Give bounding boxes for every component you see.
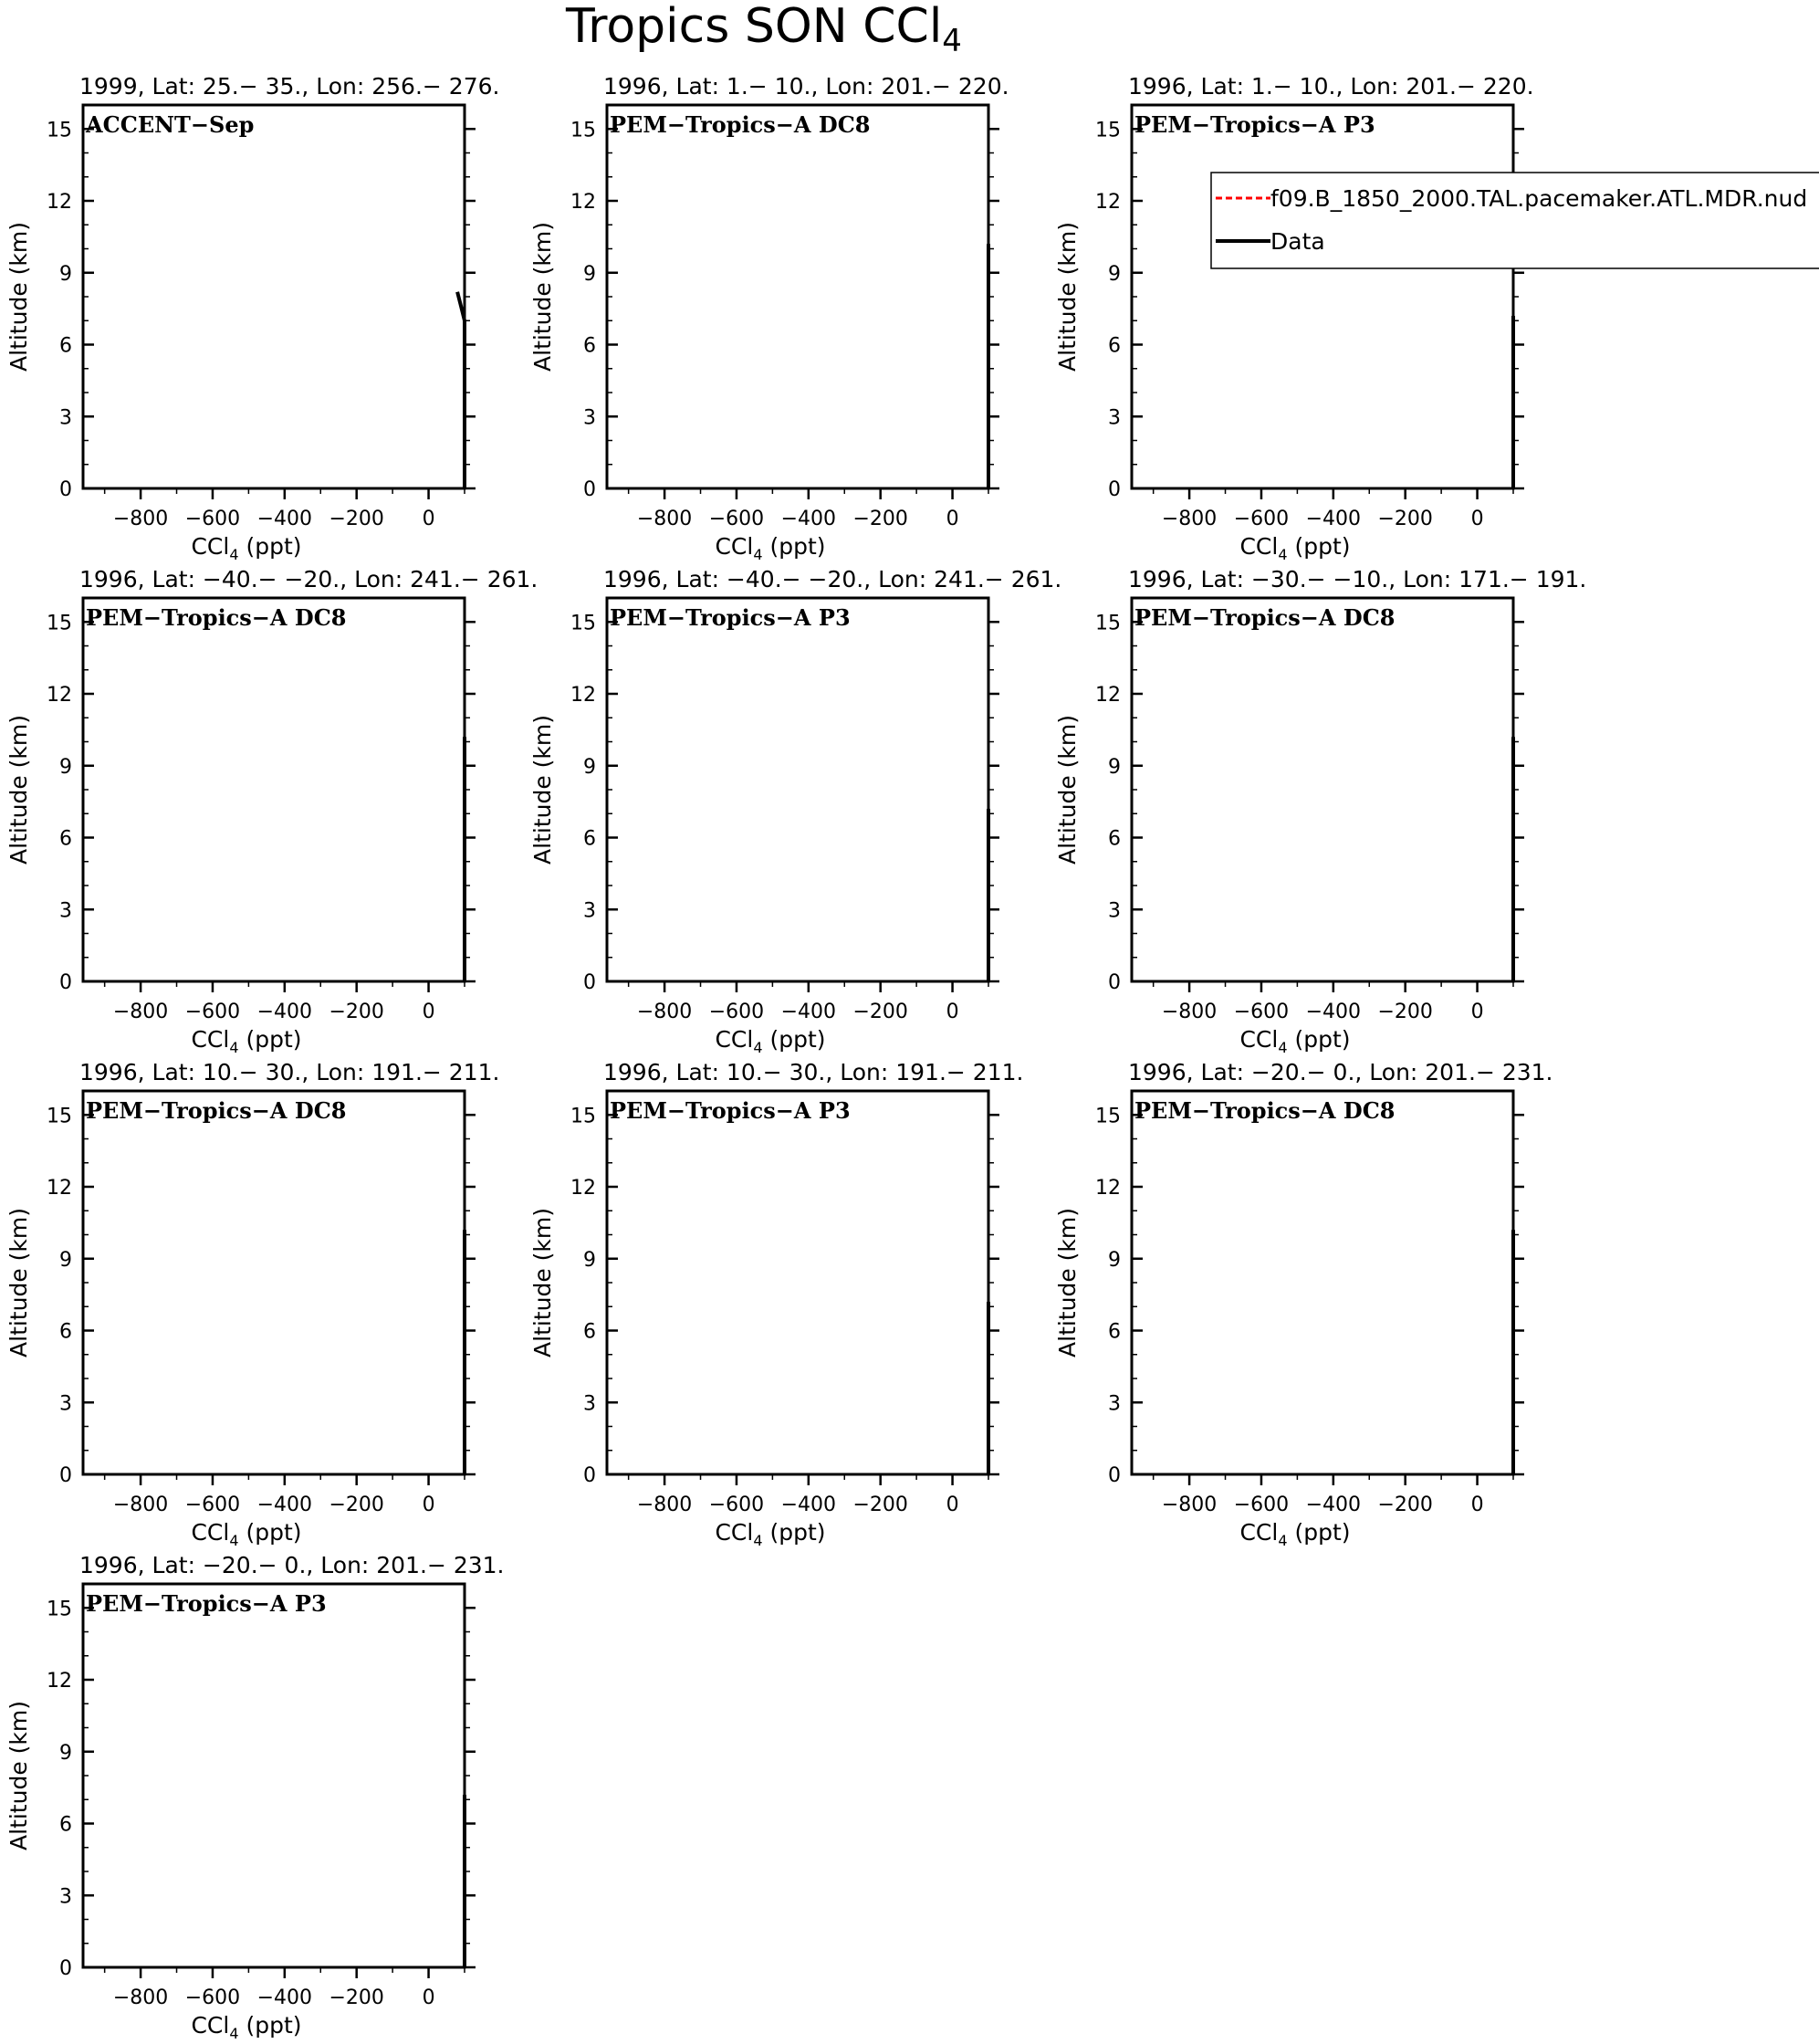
y-tick-label: 6: [583, 1320, 596, 1344]
y-tick-label: 15: [47, 119, 72, 142]
x-axis-label-main: CCl: [715, 1519, 754, 1546]
x-axis-label-main: CCl: [191, 533, 230, 560]
y-axis-label: Altitude (km): [5, 222, 32, 372]
panel-title: 1996, Lat: 1.− 10., Lon: 201.− 220.: [603, 73, 1009, 100]
plot-frame: [607, 598, 988, 981]
panel-title: 1996, Lat: 1.− 10., Lon: 201.− 220.: [1128, 73, 1534, 100]
x-tick-label: 0: [422, 508, 435, 530]
x-axis-label-sub: 4: [753, 546, 763, 563]
x-axis-label-unit: (ppt): [238, 1026, 302, 1053]
x-tick-label: −600: [1233, 508, 1290, 530]
y-tick-label: 9: [59, 1248, 72, 1272]
legend-data-label: Data: [1270, 228, 1325, 255]
plot-frame: [83, 598, 465, 981]
x-tick-label: −200: [329, 508, 384, 530]
y-tick-label: 12: [1095, 1177, 1121, 1200]
panel-title: 1996, Lat: −20.− 0., Lon: 201.− 231.: [1128, 1059, 1553, 1085]
y-tick-label: 6: [59, 1813, 72, 1837]
y-tick-label: 12: [47, 191, 72, 214]
y-tick-label: 9: [583, 755, 596, 779]
y-axis-label: Altitude (km): [1054, 715, 1081, 865]
y-axis-label: Altitude (km): [529, 715, 556, 865]
plot-frame: [1132, 1091, 1513, 1474]
y-tick-label: 9: [1108, 755, 1121, 779]
panel-title: 1996, Lat: 10.− 30., Lon: 191.− 211.: [79, 1059, 500, 1085]
y-tick-label: 3: [59, 1392, 72, 1416]
x-tick-label: −200: [329, 1494, 384, 1516]
plot-frame: [607, 1091, 988, 1474]
y-tick-label: 9: [583, 262, 596, 286]
y-tick-label: 0: [59, 478, 72, 501]
campaign-label: PEM−Tropics−A DC8: [610, 111, 871, 138]
x-tick-label: −600: [184, 1001, 241, 1023]
x-tick-label: −400: [780, 508, 837, 530]
panel-10: [5, 1552, 505, 2042]
x-tick-label: −400: [780, 1001, 837, 1023]
panel-8: [529, 1059, 1023, 1549]
x-tick-label: 0: [946, 1001, 959, 1023]
x-tick-label: 0: [946, 508, 959, 530]
y-axis-label: Altitude (km): [5, 715, 32, 865]
panel-5: [529, 566, 1061, 1056]
y-tick-label: 9: [1108, 262, 1121, 286]
y-tick-label: 0: [1108, 971, 1121, 994]
y-tick-label: 6: [583, 334, 596, 358]
x-axis-label-main: CCl: [1239, 533, 1279, 560]
x-tick-label: −400: [1305, 1001, 1362, 1023]
x-tick-label: −600: [708, 508, 765, 530]
x-tick-label: −200: [329, 1001, 384, 1023]
figure-title: [565, 0, 962, 59]
y-tick-label: 15: [1095, 1105, 1121, 1128]
x-axis-label-sub: 4: [229, 2025, 239, 2042]
x-tick-label: −400: [1305, 1494, 1362, 1516]
x-tick-label: −800: [1161, 1001, 1218, 1023]
x-tick-label: −200: [1377, 1494, 1433, 1516]
y-tick-label: 0: [59, 971, 72, 994]
campaign-label: PEM−Tropics−A P3: [86, 1590, 327, 1617]
x-tick-label: −200: [852, 1001, 908, 1023]
x-axis-label-sub: 4: [1278, 1532, 1288, 1549]
y-tick-label: 3: [1108, 1392, 1121, 1416]
x-axis-label: [1239, 533, 1350, 563]
y-tick-label: 6: [583, 827, 596, 851]
x-tick-label: −600: [708, 1001, 765, 1023]
y-tick-label: 3: [1108, 406, 1121, 430]
x-tick-label: −400: [256, 508, 313, 530]
campaign-label: PEM−Tropics−A DC8: [1134, 604, 1396, 631]
y-tick-label: 15: [47, 1105, 72, 1128]
x-axis-label-unit: (ppt): [1287, 533, 1351, 560]
x-axis-label: [191, 1026, 301, 1056]
y-tick-label: 3: [59, 899, 72, 923]
figure-title-sub: 4: [942, 23, 962, 59]
x-axis-label: [715, 1026, 825, 1056]
y-tick-label: 15: [570, 119, 596, 142]
y-tick-label: 15: [1095, 612, 1121, 635]
y-tick-label: 9: [59, 755, 72, 779]
plot-frame: [83, 1584, 465, 1967]
y-tick-label: 0: [583, 478, 596, 501]
y-tick-label: 6: [1108, 1320, 1121, 1344]
x-axis-label-sub: 4: [753, 1039, 763, 1056]
y-axis-label: Altitude (km): [1054, 222, 1081, 372]
x-tick-label: 0: [422, 1494, 435, 1516]
x-tick-label: −400: [1305, 508, 1362, 530]
x-tick-label: −800: [112, 1986, 169, 2009]
y-tick-label: 6: [1108, 827, 1121, 851]
panel-title: 1996, Lat: 10.− 30., Lon: 191.− 211.: [603, 1059, 1024, 1085]
legend: [1211, 173, 1819, 268]
y-tick-label: 3: [59, 1885, 72, 1909]
y-tick-label: 9: [59, 262, 72, 286]
plot-frame: [1132, 598, 1513, 981]
x-tick-label: −800: [636, 508, 693, 530]
panel-3: [1054, 73, 1534, 563]
y-axis-label: Altitude (km): [529, 222, 556, 372]
x-tick-label: 0: [946, 1494, 959, 1516]
x-tick-label: −800: [1161, 1494, 1218, 1516]
panel-2: [529, 73, 1009, 563]
y-axis-label: Altitude (km): [529, 1208, 556, 1357]
x-axis-label-unit: (ppt): [762, 1026, 826, 1053]
campaign-label: ACCENT−Sep: [86, 111, 255, 138]
x-tick-label: −600: [708, 1494, 765, 1516]
x-tick-label: −400: [256, 1001, 313, 1023]
x-tick-label: −800: [112, 508, 169, 530]
x-tick-label: 0: [1470, 1001, 1484, 1023]
y-tick-label: 6: [59, 827, 72, 851]
campaign-label: PEM−Tropics−A P3: [610, 604, 851, 631]
panel-title: 1996, Lat: −40.− −20., Lon: 241.− 261.: [603, 566, 1062, 592]
y-tick-label: 12: [570, 1177, 596, 1200]
x-axis-label: [715, 1519, 825, 1549]
x-tick-label: 0: [1470, 1494, 1484, 1516]
x-tick-label: −800: [1161, 508, 1218, 530]
x-tick-label: −400: [780, 1494, 837, 1516]
y-tick-label: 12: [570, 191, 596, 214]
y-tick-label: 15: [1095, 119, 1121, 142]
x-axis-label-unit: (ppt): [238, 1519, 302, 1546]
x-axis-label: [1239, 1026, 1350, 1056]
x-axis-label: [191, 1519, 301, 1549]
x-tick-label: −200: [1377, 508, 1433, 530]
x-axis-label-main: CCl: [191, 1519, 230, 1546]
x-axis-label: [715, 533, 825, 563]
y-tick-label: 3: [583, 899, 596, 923]
campaign-label: PEM−Tropics−A DC8: [1134, 1097, 1396, 1124]
y-tick-label: 9: [583, 1248, 596, 1272]
campaign-label: PEM−Tropics−A P3: [610, 1097, 851, 1124]
y-tick-label: 6: [59, 1320, 72, 1344]
x-tick-label: −800: [636, 1494, 693, 1516]
campaign-label: PEM−Tropics−A DC8: [86, 604, 347, 631]
x-axis-label-main: CCl: [191, 1026, 230, 1053]
y-tick-label: 12: [1095, 191, 1121, 214]
x-axis-label-sub: 4: [1278, 546, 1288, 563]
y-tick-label: 15: [47, 612, 72, 635]
panel-7: [5, 1059, 499, 1549]
x-tick-label: −400: [256, 1494, 313, 1516]
panels: [5, 73, 1586, 2042]
x-axis-label-sub: 4: [229, 546, 239, 563]
x-tick-label: −200: [852, 508, 908, 530]
plot-frame: [607, 105, 988, 488]
panel-1: [5, 73, 499, 563]
x-tick-label: −400: [256, 1986, 313, 2009]
y-tick-label: 12: [1095, 684, 1121, 707]
legend-model-label: f09.B_1850_2000.TAL.pacemaker.ATL.MDR.nud: [1270, 185, 1808, 212]
panel-title: 1996, Lat: −30.− −10., Lon: 171.− 191.: [1128, 566, 1587, 592]
x-tick-label: −600: [184, 1986, 241, 2009]
y-tick-label: 0: [583, 971, 596, 994]
x-tick-label: −600: [1233, 1494, 1290, 1516]
x-axis-label-main: CCl: [1239, 1026, 1279, 1053]
x-axis-label-sub: 4: [229, 1039, 239, 1056]
y-tick-label: 3: [583, 1392, 596, 1416]
panel-title: 1996, Lat: −40.− −20., Lon: 241.− 261.: [79, 566, 538, 592]
x-axis-label: [191, 2012, 301, 2042]
x-tick-label: 0: [1470, 508, 1484, 530]
y-tick-label: 6: [1108, 334, 1121, 358]
x-axis-label-main: CCl: [715, 1026, 754, 1053]
x-axis-label-unit: (ppt): [1287, 1519, 1351, 1546]
x-axis-label-unit: (ppt): [762, 533, 826, 560]
y-tick-label: 12: [47, 1177, 72, 1200]
y-tick-label: 15: [570, 612, 596, 635]
y-tick-label: 12: [47, 684, 72, 707]
panel-9: [1054, 1059, 1553, 1549]
y-axis-label: Altitude (km): [1054, 1208, 1081, 1357]
panel-4: [5, 566, 538, 1056]
x-tick-label: −600: [184, 508, 241, 530]
data-profile-line: [457, 292, 465, 488]
figure-title-main: Tropics SON CCl: [566, 0, 943, 54]
x-axis-label-unit: (ppt): [238, 2012, 302, 2039]
panel-title: 1996, Lat: −20.− 0., Lon: 201.− 231.: [79, 1552, 505, 1578]
y-tick-label: 3: [59, 406, 72, 430]
y-axis-label: Altitude (km): [5, 1208, 32, 1357]
x-tick-label: −600: [184, 1494, 241, 1516]
y-axis-label: Altitude (km): [5, 1701, 32, 1850]
x-tick-label: −800: [636, 1001, 693, 1023]
y-tick-label: 9: [1108, 1248, 1121, 1272]
x-tick-label: −200: [1377, 1001, 1433, 1023]
x-axis-label-main: CCl: [191, 2012, 230, 2039]
y-tick-label: 3: [583, 406, 596, 430]
x-tick-label: −200: [852, 1494, 908, 1516]
plot-frame: [83, 105, 465, 488]
x-tick-label: −800: [112, 1494, 169, 1516]
y-tick-label: 0: [1108, 1464, 1121, 1487]
y-tick-label: 3: [1108, 899, 1121, 923]
plot-frame: [83, 1091, 465, 1474]
x-tick-label: 0: [422, 1001, 435, 1023]
x-axis-label-unit: (ppt): [762, 1519, 826, 1546]
x-axis-label-unit: (ppt): [1287, 1026, 1351, 1053]
x-tick-label: 0: [422, 1986, 435, 2009]
y-tick-label: 0: [1108, 478, 1121, 501]
panel-title: 1999, Lat: 25.− 35., Lon: 256.− 276.: [79, 73, 500, 100]
x-axis-label-unit: (ppt): [238, 533, 302, 560]
campaign-label: PEM−Tropics−A P3: [1134, 111, 1375, 138]
x-axis-label-sub: 4: [1278, 1039, 1288, 1056]
campaign-label: PEM−Tropics−A DC8: [86, 1097, 347, 1124]
x-tick-label: −600: [1233, 1001, 1290, 1023]
y-tick-label: 6: [59, 334, 72, 358]
x-axis-label: [191, 533, 301, 563]
plot-frame: [1132, 105, 1513, 488]
y-tick-label: 9: [59, 1741, 72, 1765]
panel-6: [1054, 566, 1586, 1056]
y-tick-label: 12: [47, 1670, 72, 1693]
x-axis-label-main: CCl: [1239, 1519, 1279, 1546]
x-tick-label: −800: [112, 1001, 169, 1023]
y-tick-label: 15: [570, 1105, 596, 1128]
x-axis-label: [1239, 1519, 1350, 1549]
x-axis-label-main: CCl: [715, 533, 754, 560]
x-axis-label-sub: 4: [229, 1532, 239, 1549]
y-tick-label: 12: [570, 684, 596, 707]
x-axis-label-sub: 4: [753, 1532, 763, 1549]
y-tick-label: 0: [583, 1464, 596, 1487]
y-tick-label: 0: [59, 1957, 72, 1980]
y-tick-label: 0: [59, 1464, 72, 1487]
y-tick-label: 15: [47, 1598, 72, 1621]
x-tick-label: −200: [329, 1986, 384, 2009]
